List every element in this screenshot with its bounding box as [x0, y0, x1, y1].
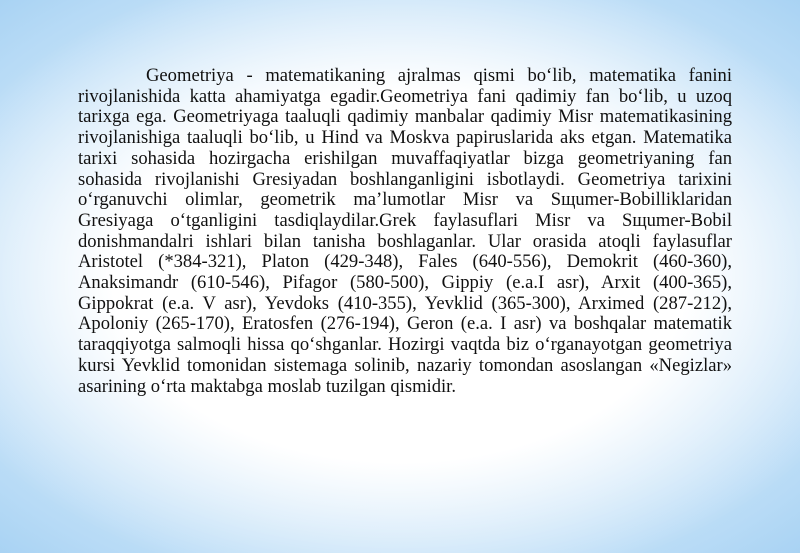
body-paragraph: Geometriya - matematikaning ajralmas qismi bo‘lib, matematika fanini rivojlanishida katta ahamiyatga egadir.Geometriya fani qadimiy fan bo‘lib, u uzoq tarixga ega. Geometriyaga taaluqli qadimiy manbalar qadimiy Misr matematikasining rivojlanishiga taaluqli bo‘lib, u Hind va Moskva papiruslarida aks etgan. Matematika tarixi sohasida hozirgacha erishilgan muvaffaqiyatlar bizga geometriyaning fan sohasida rivojlanishi Gresiyadan boshlanganligini isbotlaydi. Geometriya tarixini o‘rganuvchi olimlar, geometrik ma’lumotlar Misr va Sщumer-Bobilliklaridan Gresiyaga o‘tganligini tasdiqlaydilar.Grek faylasuflari Misr va Sщumer-Bobil donishmandalri ishlari bilan tanisha boshlaganlar. Ular orasida atoqli faylasuflar Aristotel (*384-321), Platon (429-348), Fales (640-556), Demokrit (460-360), Anaksimandr (610-546), Pifagor (580-500), Gippiy (e.a.I asr), Arxit (400-365), Gippokrat (e.a. V asr), Yevdoks (410-355), Yevklid (365-300), Arximed (287-212), Apoloniy (265-170), Eratosfen (276-194), Geron (e.a. I asr) va boshqalar matematik taraqqiyotga salmoqli hissa qo‘shganlar. Hozirgi vaqtda biz o‘rganayotgan geometriya kursi Yevklid tomonidan sistemaga solinib, nazariy tomondan asoslangan «Negizlar» asarining o‘rta maktabga moslab tuzilgan qismidir. — [78, 65, 732, 397]
